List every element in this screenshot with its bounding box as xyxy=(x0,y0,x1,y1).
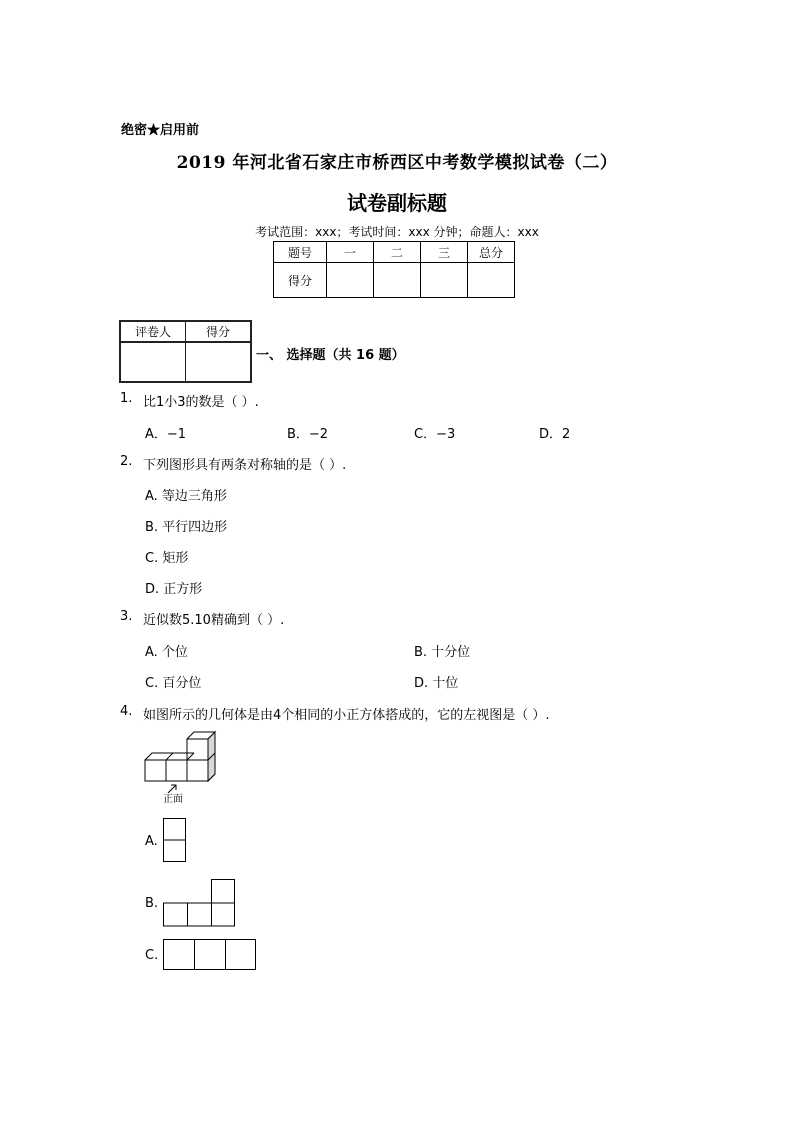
score-table-header: 一 xyxy=(327,242,374,263)
exam-info: 考试范围：xxx；考试时间：xxx 分钟；命题人：xxx xyxy=(255,225,539,239)
option-c-figure xyxy=(163,939,257,971)
score-table-header: 三 xyxy=(421,242,468,263)
secret-mark: 绝密★启用前 xyxy=(121,123,200,138)
question-number: 2. xyxy=(120,454,133,469)
option-d[interactable]: D. 十位 xyxy=(414,676,459,691)
option-b[interactable]: B. 平行四边形 xyxy=(145,520,228,535)
option-a-figure xyxy=(163,818,187,862)
question-number: 4. xyxy=(120,704,133,719)
option-b[interactable]: B. xyxy=(145,896,159,911)
option-c[interactable]: C. 矩形 xyxy=(145,551,189,566)
question-text: 近似数5.10精确到（ ）. xyxy=(143,613,285,628)
option-a[interactable]: A. xyxy=(145,834,158,849)
option-b[interactable]: B. 十分位 xyxy=(414,645,471,660)
exam-title: 2019 年河北省石家庄市桥西区中考数学模拟试卷（二） xyxy=(176,153,618,173)
score-table-header: 总分 xyxy=(468,242,515,263)
cube-figure xyxy=(140,730,230,790)
score-cell[interactable] xyxy=(468,263,515,298)
option-b-figure xyxy=(163,879,236,927)
section-title: 一、 选择题（共 16 题） xyxy=(256,348,405,363)
option-d[interactable]: D. 正方形 xyxy=(145,582,203,597)
grader-table xyxy=(119,320,252,383)
exam-subtitle: 试卷副标题 xyxy=(347,191,447,215)
option-a[interactable]: A. 等边三角形 xyxy=(145,489,227,504)
score-cell[interactable] xyxy=(374,263,421,298)
score-table xyxy=(273,241,515,298)
option-b[interactable]: B．−2 xyxy=(287,427,329,442)
grader-cell[interactable] xyxy=(120,342,186,382)
score-table-header: 二 xyxy=(374,242,421,263)
grader-table-header: 得分 xyxy=(186,321,252,342)
question-number: 1. xyxy=(120,391,133,406)
option-c[interactable]: C．−3 xyxy=(414,427,456,442)
option-c[interactable]: C. xyxy=(145,948,159,963)
score-table-header: 题号 xyxy=(274,242,327,263)
score-cell[interactable] xyxy=(421,263,468,298)
question-number: 3. xyxy=(120,609,133,624)
score-cell[interactable] xyxy=(327,263,374,298)
option-d[interactable]: D．2 xyxy=(539,427,571,442)
grader-cell[interactable] xyxy=(186,342,252,382)
option-a[interactable]: A. 个位 xyxy=(145,645,188,660)
option-a[interactable]: A．−1 xyxy=(145,427,187,442)
option-c[interactable]: C. 百分位 xyxy=(145,676,202,691)
question-text: 如图所示的几何体是由4个相同的小正方体搭成的，它的左视图是（ ）. xyxy=(143,708,550,723)
score-row-label: 得分 xyxy=(274,263,327,298)
question-text: 下列图形具有两条对称轴的是（ ）. xyxy=(143,458,347,473)
grader-table-header: 评卷人 xyxy=(120,321,186,342)
question-text: 比1小3的数是（ ）. xyxy=(143,395,259,410)
front-label: 正面 xyxy=(163,794,183,805)
